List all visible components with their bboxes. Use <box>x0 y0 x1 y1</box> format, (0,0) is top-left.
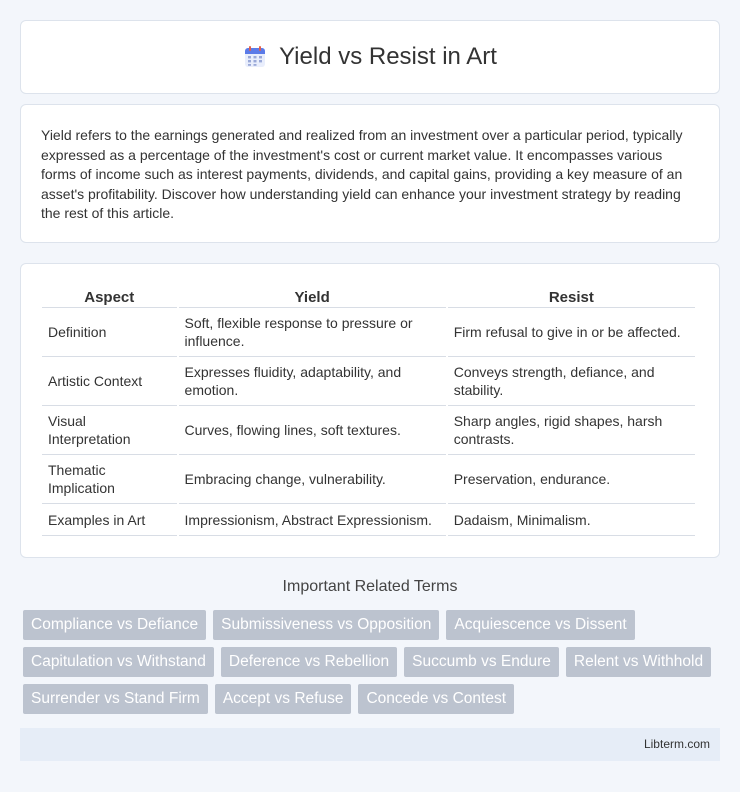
table-cell: Soft, flexible response to pressure or influence. <box>179 308 446 357</box>
intro-text: Yield refers to the earnings generated and realized from an investment over a particular period, typically expressed as a percentage of the investment's cost or current market value. It encompasses various forms of income such as interest payments, dividends, and capital gains, providing a key measure of an asset's profitability. Discover how understanding yield can enhance your investment strategy by reading the rest of this article. <box>41 127 683 222</box>
table-cell: Impressionism, Abstract Expressionism. <box>179 504 446 536</box>
comparison-table <box>40 284 697 536</box>
table-row <box>42 504 695 536</box>
table-cell: Expresses fluidity, adaptability, and emotion. <box>179 357 446 406</box>
footer-site-link[interactable]: Libterm.com <box>643 737 710 751</box>
related-terms-title: Important Related Terms <box>282 578 458 595</box>
column-header-aspect: Aspect <box>42 284 177 308</box>
table-cell: Sharp angles, rigid shapes, harsh contrasts. <box>448 406 695 455</box>
table-header-row <box>42 284 695 308</box>
related-term-tag[interactable]: Acquiescence vs Dissent <box>446 610 634 640</box>
related-terms-list <box>23 610 723 714</box>
table-cell: Examples in Art <box>42 504 177 536</box>
comparison-table-card <box>20 263 720 558</box>
table-cell: Definition <box>42 308 177 357</box>
column-header-yield: Yield <box>179 284 446 308</box>
table-cell: Curves, flowing lines, soft textures. <box>179 406 446 455</box>
related-term-tag[interactable]: Deference vs Rebellion <box>221 647 397 677</box>
table-cell: Visual Interpretation <box>42 406 177 455</box>
calendar-icon <box>243 45 267 69</box>
table-cell: Preservation, endurance. <box>448 455 695 504</box>
table-row <box>42 455 695 504</box>
intro-card <box>20 104 720 243</box>
footer <box>20 728 720 761</box>
related-term-tag[interactable]: Relent vs Withhold <box>566 647 711 677</box>
table-row <box>42 357 695 406</box>
table-row <box>42 406 695 455</box>
related-term-tag[interactable]: Compliance vs Defiance <box>23 610 206 640</box>
related-term-tag[interactable]: Succumb vs Endure <box>404 647 559 677</box>
table-cell: Dadaism, Minimalism. <box>448 504 695 536</box>
page-title: Yield vs Resist in Art <box>279 43 497 70</box>
table-cell: Embracing change, vulnerability. <box>179 455 446 504</box>
header-card <box>20 20 720 94</box>
related-term-tag[interactable]: Submissiveness vs Opposition <box>213 610 439 640</box>
table-row <box>42 308 695 357</box>
table-cell: Thematic Implication <box>42 455 177 504</box>
column-header-resist: Resist <box>448 284 695 308</box>
table-cell: Firm refusal to give in or be affected. <box>448 308 695 357</box>
table-cell: Conveys strength, defiance, and stability. <box>448 357 695 406</box>
related-term-tag[interactable]: Surrender vs Stand Firm <box>23 684 208 714</box>
related-term-tag[interactable]: Capitulation vs Withstand <box>23 647 214 677</box>
related-term-tag[interactable]: Accept vs Refuse <box>215 684 352 714</box>
related-term-tag[interactable]: Concede vs Contest <box>358 684 514 714</box>
table-cell: Artistic Context <box>42 357 177 406</box>
